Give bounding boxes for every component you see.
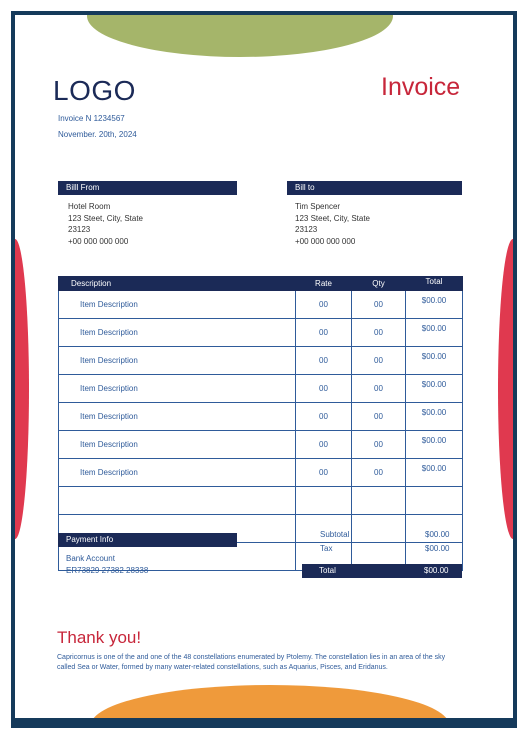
bill-to-line: 123 Steet, City, State xyxy=(295,213,371,223)
item-description: Item Description xyxy=(59,431,296,459)
item-rate: 00 xyxy=(296,459,352,487)
item-total: $00.00 xyxy=(406,319,463,347)
subtotal-label: Subtotal xyxy=(320,530,350,539)
invoice-title: Invoice xyxy=(381,73,461,101)
right-decoration xyxy=(498,239,513,539)
item-rate: 00 xyxy=(296,375,352,403)
column-header-qty: Qty xyxy=(352,277,406,291)
footer-paragraph: Capricornus is one of the and one of the 48 constellations enumerated by Ptolemy. The constellation lies in an area of the sky called Sea or Water, formed by many water-related constellations, such as Aquarius, Pisces, and Eridanus. xyxy=(57,654,446,671)
bill-to-line: Tim Spencer xyxy=(295,202,341,211)
invoice-date: November. 20th, 2024 xyxy=(58,130,137,139)
table-row xyxy=(59,431,463,459)
item-total: $00.00 xyxy=(406,291,463,319)
item-rate: 00 xyxy=(296,347,352,375)
left-decoration xyxy=(15,239,29,539)
item-total xyxy=(406,487,463,515)
bottom-decoration xyxy=(91,685,449,718)
item-qty: 00 xyxy=(352,291,406,319)
item-qty: 00 xyxy=(352,459,406,487)
item-description: Item Description xyxy=(59,347,296,375)
item-qty: 00 xyxy=(352,347,406,375)
item-description: Item Description xyxy=(59,403,296,431)
item-rate: 00 xyxy=(296,291,352,319)
bill-to-header: Bill to xyxy=(287,181,462,195)
item-qty xyxy=(352,487,406,515)
tax-value: $00.00 xyxy=(425,544,450,553)
bill-to-line: 23123 xyxy=(295,225,318,234)
bill-from-line: 23123 xyxy=(68,225,91,234)
table-row xyxy=(59,487,463,515)
table-header-row xyxy=(59,277,463,291)
item-description: Item Description xyxy=(59,319,296,347)
item-qty: 00 xyxy=(352,319,406,347)
item-total: $00.00 xyxy=(406,375,463,403)
column-header-description: Description xyxy=(59,277,296,291)
item-qty: 00 xyxy=(352,375,406,403)
bill-from-line: Hotel Room xyxy=(68,202,111,211)
item-rate: 00 xyxy=(296,403,352,431)
item-qty xyxy=(352,515,406,543)
bank-account-number: ER73829 27382 28338 xyxy=(66,565,149,575)
column-header-rate: Rate xyxy=(296,277,352,291)
top-decoration xyxy=(87,15,393,57)
item-qty: 00 xyxy=(352,403,406,431)
table-row xyxy=(59,459,463,487)
table-row xyxy=(59,403,463,431)
total-label: Total xyxy=(319,566,336,575)
total-value: $00.00 xyxy=(424,566,449,575)
item-rate: 00 xyxy=(296,431,352,459)
item-total: $00.00 xyxy=(406,459,463,487)
bank-account-label: Bank Account xyxy=(66,554,115,563)
payment-info-header: Payment Info xyxy=(58,533,237,547)
column-header-total: Total xyxy=(406,277,463,291)
item-qty: 00 xyxy=(352,431,406,459)
table-row xyxy=(59,291,463,319)
table-row xyxy=(59,347,463,375)
item-description: Item Description xyxy=(59,375,296,403)
bill-from-address xyxy=(68,201,143,247)
table-row xyxy=(59,319,463,347)
invoice-number: Invoice N 1234567 xyxy=(58,114,125,123)
invoice-page xyxy=(15,15,513,718)
item-rate: 00 xyxy=(296,319,352,347)
tax-label: Tax xyxy=(320,544,333,553)
item-description: Item Description xyxy=(59,291,296,319)
item-description xyxy=(59,487,296,515)
item-total: $00.00 xyxy=(406,347,463,375)
item-total: $00.00 xyxy=(406,403,463,431)
logo: LOGO xyxy=(53,75,136,106)
bill-from-line: +00 000 000 000 xyxy=(68,236,129,246)
table-row xyxy=(59,375,463,403)
total-bar xyxy=(302,564,462,578)
bill-to-line: +00 000 000 000 xyxy=(295,236,356,246)
subtotal-value: $00.00 xyxy=(425,530,450,539)
item-rate xyxy=(296,487,352,515)
payment-details xyxy=(66,553,148,576)
bill-from-header: Billl From xyxy=(58,181,237,195)
bill-from-line: 123 Steet, City, State xyxy=(68,213,144,223)
item-description: Item Description xyxy=(59,459,296,487)
bill-to-address xyxy=(295,201,370,247)
items-table xyxy=(58,276,463,571)
page-frame xyxy=(11,11,517,728)
item-total: $00.00 xyxy=(406,431,463,459)
thank-you-heading: Thank you! xyxy=(57,628,142,647)
